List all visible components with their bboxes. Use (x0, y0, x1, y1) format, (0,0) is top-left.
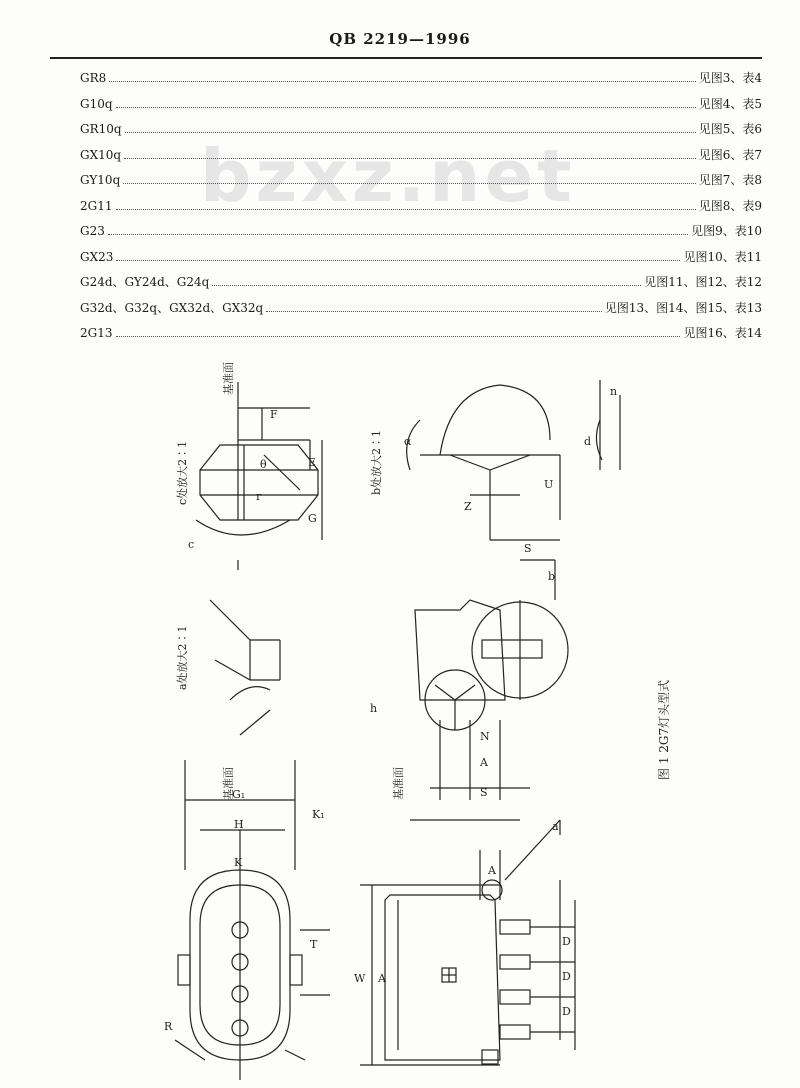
label-D-2: D (562, 970, 571, 983)
bottom-left-drawing (175, 760, 330, 1080)
toc-code: 2G13 (80, 326, 113, 340)
label-S: S (524, 542, 532, 555)
detail-c-drawing (196, 382, 322, 570)
label-ref-plane-right: 基准面 (392, 767, 405, 800)
toc-ref: 见图3、表4 (698, 71, 762, 85)
label-K: K (234, 856, 243, 869)
bottom-right-drawing (360, 820, 575, 1065)
label-D-1: D (562, 935, 571, 948)
toc-ref: 见图16、表14 (683, 326, 762, 340)
toc-code: G24d、GY24d、G24q (80, 275, 210, 289)
label-N: N (480, 730, 490, 743)
toc-ref: 见图4、表5 (698, 96, 762, 111)
label-G: G (308, 512, 317, 525)
label-F: F (270, 408, 278, 421)
label-detail-b: b处放大2∶1 (370, 429, 383, 495)
toc-code: 2G11 (80, 198, 113, 213)
toc-code: G32d、G32q、GX32d、GX32q (80, 300, 264, 315)
middle-component-drawing (410, 560, 568, 820)
toc-code: G23 (80, 224, 105, 238)
toc-ref: 见图7、表8 (698, 173, 762, 187)
detail-a-drawing (210, 600, 280, 735)
label-d: d (584, 435, 592, 448)
label-W: W (354, 972, 366, 985)
label-A-bottom: A (378, 972, 386, 985)
label-alpha: α (404, 435, 412, 448)
label-A-mid: A (480, 756, 488, 769)
toc-ref: 见图11、图12、表12 (644, 275, 762, 289)
label-detail-a: a处放大2∶1 (176, 625, 189, 690)
toc-code: GR8 (80, 71, 107, 85)
toc-code: GY10q (80, 173, 121, 187)
toc-code: GX10q (80, 147, 122, 162)
label-D-3: D (562, 1005, 571, 1018)
watermark: bzxz.net (200, 134, 576, 218)
label-theta: θ (260, 458, 267, 471)
toc-ref: 见图8、表9 (698, 198, 762, 213)
toc-ref: 见图9、表10 (691, 224, 762, 238)
label-E: E (308, 456, 317, 469)
toc-code: GX23 (80, 249, 114, 264)
toc-ref: 见图13、图14、图15、表13 (604, 300, 762, 315)
label-S-mid: S (480, 786, 488, 799)
figure-caption: 图 1 2G7灯头型式 (657, 679, 671, 780)
label-G1: G₁ (232, 788, 246, 801)
label-Z: Z (464, 500, 472, 513)
label-ref-plane-top: 基准面 (222, 362, 235, 395)
label-H: H (234, 818, 244, 831)
label-n: n (610, 385, 618, 398)
label-ref-plane-mid: 基准面 (222, 767, 235, 800)
label-U: U (544, 478, 554, 491)
label-K1: K₁ (312, 808, 325, 821)
page-header: QB 2219—1996 (329, 30, 471, 48)
label-h: h (370, 702, 378, 715)
toc-ref: 见图10、表11 (683, 249, 762, 264)
toc-ref: 见图6、表7 (698, 147, 762, 162)
toc-code: G10q (80, 96, 113, 111)
label-A-top: A (488, 864, 496, 877)
detail-b-drawing (407, 380, 620, 540)
label-a: a (552, 820, 559, 833)
label-T: T (310, 938, 318, 951)
label-c: c (188, 538, 195, 551)
label-b: b (548, 570, 556, 583)
label-R: R (164, 1020, 173, 1033)
label-detail-c: c处放大2∶1 (176, 440, 189, 505)
toc-ref: 见图5、表6 (698, 122, 762, 136)
label-r: r (256, 490, 262, 503)
toc-code: GR10q (80, 122, 122, 136)
